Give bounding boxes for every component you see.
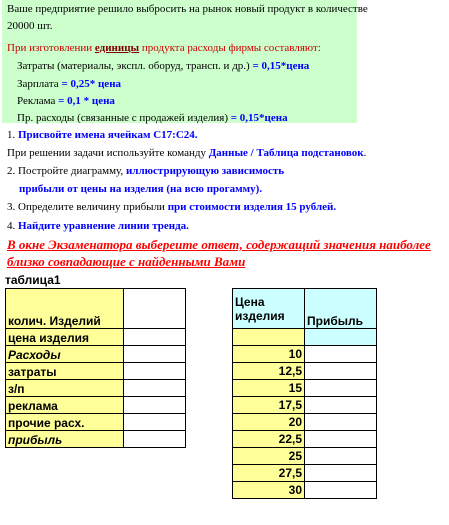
task-1: 1. Присвойте имена ячейкам С17:С24. xyxy=(7,129,198,141)
table2-row xyxy=(233,448,377,465)
table1-label-cell[interactable]: прочие расх. xyxy=(6,414,124,431)
table2-blank-row xyxy=(233,329,377,346)
table1-value-cell[interactable] xyxy=(124,380,186,397)
table2 xyxy=(232,288,377,499)
examiner-note: В окне Экзаменатора выберeите ответ, содержащий значения наиболее близко совпадающие с найденными Вами xyxy=(7,237,431,269)
profit-cell[interactable] xyxy=(305,431,377,448)
task-2b: прибыли от цены на изделия (на всю прогамму). xyxy=(19,183,263,195)
intro-line-2: 20000 шт. xyxy=(7,20,53,32)
cost-salary: Зарплата = 0,25* цена xyxy=(17,78,122,90)
table1-value-cell[interactable] xyxy=(124,329,186,346)
header-profit[interactable]: Прибыль xyxy=(305,289,377,329)
price-cell[interactable]: 10 xyxy=(233,346,305,363)
table1-label-cell[interactable]: реклама xyxy=(6,397,124,414)
price-cell[interactable]: 12,5 xyxy=(233,363,305,380)
table2-row xyxy=(233,363,377,380)
price-cell[interactable]: 27,5 xyxy=(233,465,305,482)
header-price[interactable]: Цена изделия xyxy=(233,289,305,329)
table1-label-cell[interactable]: Расходы xyxy=(6,346,124,363)
table1-row xyxy=(6,363,186,380)
cost-materials: Затраты (материалы, экспл. оборуд, трансп. и др.) = 0,15*цена xyxy=(17,60,310,72)
table2-row xyxy=(233,482,377,499)
table1-row xyxy=(6,414,186,431)
table1-row xyxy=(6,380,186,397)
table1-row xyxy=(6,397,186,414)
cost-other: Пр. расходы (связанные с продажей изделия) = 0,15*цена xyxy=(17,112,288,124)
table1-value-cell[interactable] xyxy=(124,346,186,363)
intro-line-1: Ваше предприятие решило выбросить на рынок новый продукт в количестве xyxy=(7,3,368,15)
table1-row xyxy=(6,329,186,346)
table1-label-cell[interactable]: колич. Изделий xyxy=(6,289,124,329)
table1-value-cell[interactable] xyxy=(124,363,186,380)
table2-header-row xyxy=(233,289,377,329)
profit-cell[interactable] xyxy=(305,363,377,380)
table1-label-cell[interactable]: цена изделия xyxy=(6,329,124,346)
profit-cell[interactable] xyxy=(305,482,377,499)
table2-row xyxy=(233,431,377,448)
profit-cell[interactable] xyxy=(305,380,377,397)
table1-value-cell[interactable] xyxy=(124,289,186,329)
price-cell[interactable]: 30 xyxy=(233,482,305,499)
table2-cell[interactable] xyxy=(233,329,305,346)
table2-cell[interactable] xyxy=(305,329,377,346)
table2-row xyxy=(233,414,377,431)
table1-row xyxy=(6,289,186,329)
table1-value-cell[interactable] xyxy=(124,431,186,448)
table1-label-cell[interactable]: з/п xyxy=(6,380,124,397)
profit-cell[interactable] xyxy=(305,346,377,363)
table1-row xyxy=(6,346,186,363)
profit-cell[interactable] xyxy=(305,448,377,465)
cost-ads: Реклама = 0,1 * цена xyxy=(17,95,115,107)
table1-label-cell[interactable]: прибыль xyxy=(6,431,124,448)
table2-row xyxy=(233,465,377,482)
table1-row xyxy=(6,431,186,448)
task-4: 4. Найдите уравнение линии тренда. xyxy=(7,220,189,232)
table1 xyxy=(5,288,186,448)
price-cell[interactable]: 22,5 xyxy=(233,431,305,448)
table2-row xyxy=(233,380,377,397)
table1-value-cell[interactable] xyxy=(124,397,186,414)
price-cell[interactable]: 15 xyxy=(233,380,305,397)
price-cell[interactable]: 17,5 xyxy=(233,397,305,414)
price-cell[interactable]: 25 xyxy=(233,448,305,465)
profit-cell[interactable] xyxy=(305,414,377,431)
intro-line-3: При изготовлении единицы продукта расходы фирмы составляют: xyxy=(7,42,321,54)
table1-label-cell[interactable]: затраты xyxy=(6,363,124,380)
task-1b: При решении задачи используйте команду Данные / Таблица подстановок. xyxy=(7,147,367,159)
task-2: 2. Постройте диаграмму, иллюстрирующую зависимость xyxy=(7,165,285,177)
task-3: 3. Определите величину прибыли при стоимости изделия 15 рублей. xyxy=(7,201,337,213)
price-cell[interactable]: 20 xyxy=(233,414,305,431)
profit-cell[interactable] xyxy=(305,397,377,414)
table1-value-cell[interactable] xyxy=(124,414,186,431)
table2-row xyxy=(233,397,377,414)
table1-title: таблица1 xyxy=(5,273,61,287)
profit-cell[interactable] xyxy=(305,465,377,482)
table2-row xyxy=(233,346,377,363)
